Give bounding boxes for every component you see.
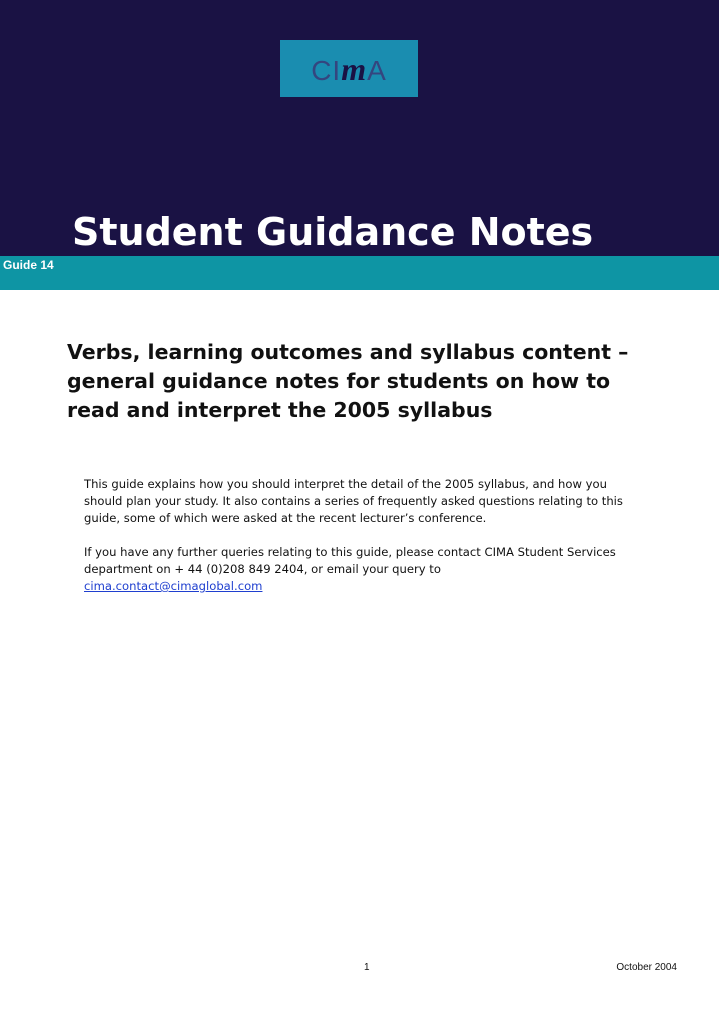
paragraph-line: department on + 44 (0)208 849 2404, or email your query to	[84, 562, 441, 576]
paragraph-line: This guide explains how you should interpret the detail of the 2005 syllabus, and how you	[84, 477, 607, 491]
subtitle-line: general guidance notes for students on how to	[67, 369, 611, 393]
cima-logo	[280, 40, 418, 97]
logo-wordmark	[311, 50, 387, 87]
paragraph-line: should plan your study. It also contains a series of frequently asked questions relating to this	[84, 494, 623, 508]
guide-strip	[0, 256, 719, 290]
page-number: 1	[364, 962, 370, 973]
subtitle-line: read and interpret the 2005 syllabus	[67, 398, 493, 422]
paragraph-line: guide, some of which were asked at the recent lecturer’s conference.	[84, 511, 487, 525]
email-link[interactable]: cima.contact@cimaglobal.com	[84, 579, 263, 593]
footer-date: October 2004	[616, 962, 677, 973]
page-title: Student Guidance Notes	[72, 210, 594, 254]
logo-text-right: A	[367, 54, 387, 86]
guide-number-label: Guide 14	[3, 258, 54, 272]
contact-paragraph	[84, 544, 674, 595]
paragraph-line: If you have any further queries relating to this guide, please contact CIMA Student Services	[84, 545, 616, 559]
document-subtitle	[67, 338, 687, 425]
subtitle-line: Verbs, learning outcomes and syllabus content –	[67, 340, 629, 364]
logo-text-left: CI	[311, 54, 342, 86]
header-banner	[0, 0, 719, 256]
intro-paragraph	[84, 476, 674, 527]
logo-text-mid: m	[341, 50, 368, 87]
